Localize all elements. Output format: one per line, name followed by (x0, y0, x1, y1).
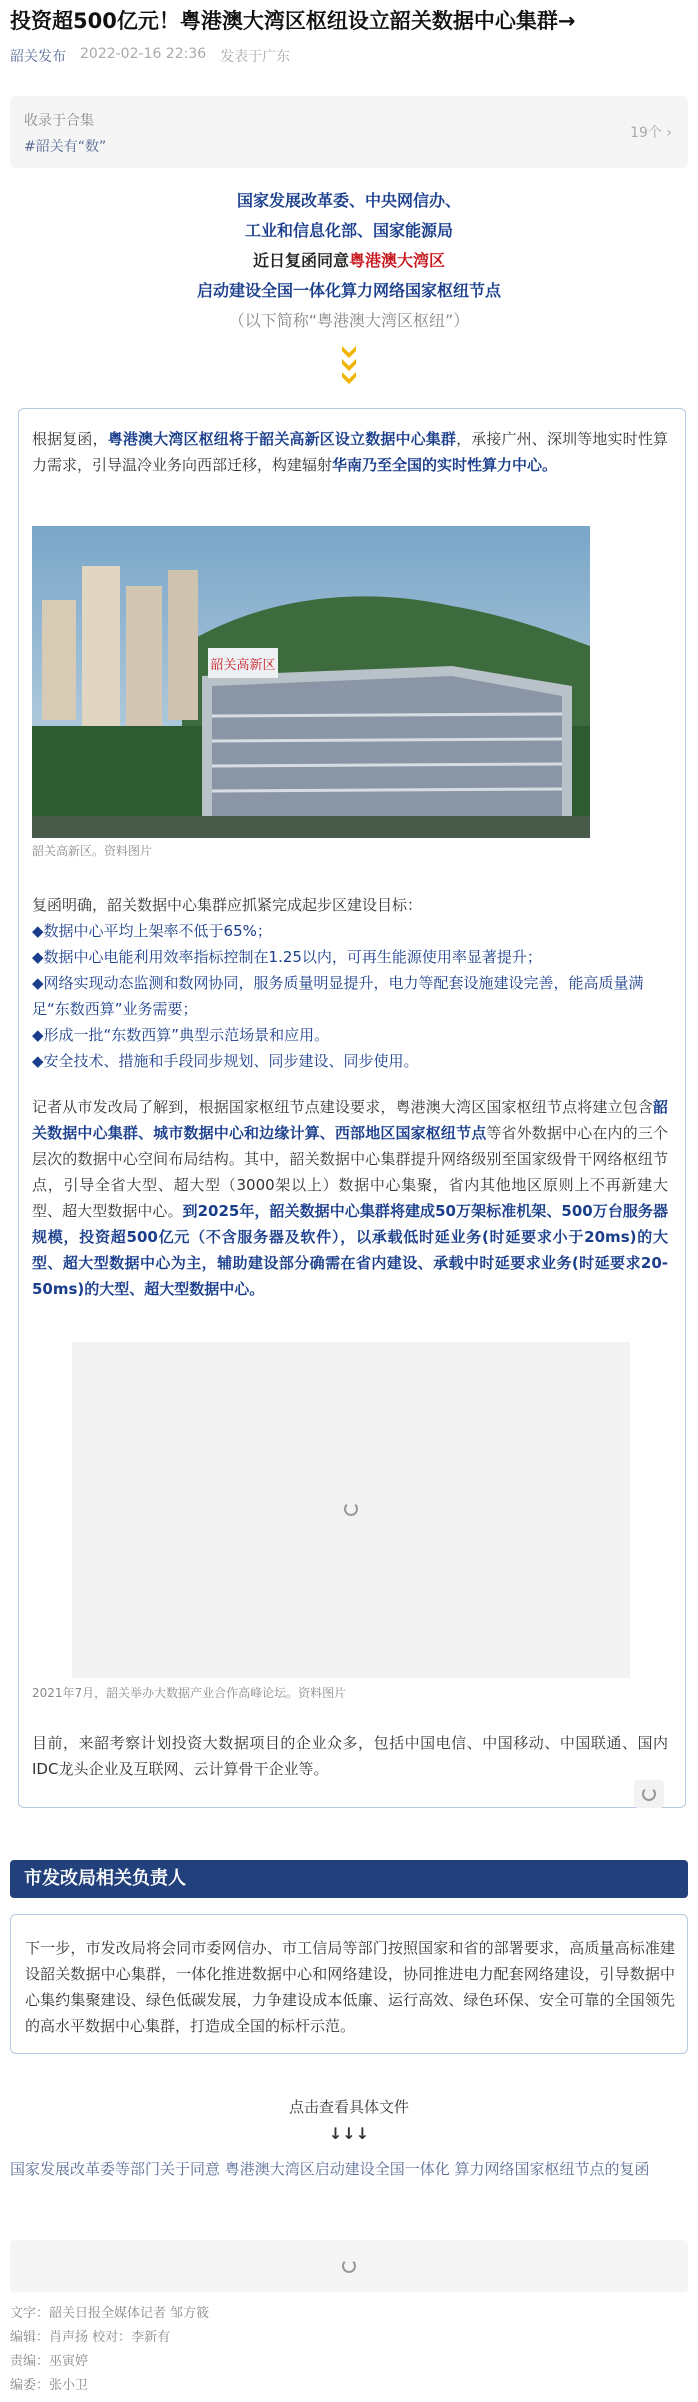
credit-committee: 编委：张小卫 (10, 2378, 89, 2393)
section-body-text: 下一步，市发改局将会同市委网信办、市工信局等部门按照国家和省的部署要求，高质量高标准建设韶关数据中心集群，一体化推进数据中心和网络建设，协同推进电力配套网络建设，引导数据中心集约集聚建设、绿色低碳发展，力争建设成本低廉、运行高效、绿色环保、安全可靠的全国领先的高水平数据中心集群，打造成全国的标杆示范。 (25, 1939, 675, 2035)
docs-heading: 点击查看具体文件 (288, 2098, 409, 2116)
collection-count[interactable]: 19个 › (630, 125, 672, 141)
intro-line-2: 工业和信息化部、国家能源局 (244, 221, 453, 240)
intro-block (0, 186, 698, 336)
goals-intro: 复函明确，韶关数据中心集群应抓紧完成起步区建设目标： (32, 896, 423, 914)
video-player[interactable] (72, 1342, 630, 1678)
goal-item: ◆数据中心平均上架率不低于65%； (32, 922, 272, 940)
loading-spinner-icon (344, 1502, 358, 1516)
paragraph-enterprises: 目前，来韶考察计划投资大数据项目的企业众多，包括中国电信、中国移动、中国联通、国内IDC龙头企业及互联网、云计算骨干企业等。 (32, 1734, 668, 1778)
chevron-right-icon: › (666, 125, 672, 141)
article-title: 投资超500亿元！粤港澳大湾区枢纽设立韶关数据中心集群→ (10, 9, 576, 33)
down-arrows-icon: ↓↓↓ (328, 2124, 370, 2143)
goal-item: ◆数据中心电能利用效率指标控制在1.25以内，可再生能源使用率显著提升； (32, 948, 542, 966)
intro-line-5: （以下简称“粤港澳大湾区枢纽”） (228, 311, 470, 330)
intro-line-4: 启动建设全国一体化算力网络国家枢纽节点 (196, 281, 501, 300)
collection-tag-link[interactable]: #韶关有“数” (24, 139, 107, 155)
goal-item: ◆形成一批“东数西算”典型示范场景和应用。 (32, 1026, 330, 1044)
video-caption: 2021年7月，韶关举办大数据产业合作高峰论坛。资料图片 (32, 1686, 347, 1700)
goal-item: ◆安全技术、措施和手段同步规划、同步建设、同步使用。 (32, 1052, 419, 1070)
credit-editor: 编辑：肖声扬 校对：李新有 (10, 2330, 171, 2345)
section-title-bar: 市发改局相关负责人 (10, 1860, 688, 1898)
intro-line-3: 近日复函同意粤港澳大湾区 (252, 251, 446, 270)
credit-writer: 文字：韶关日报全媒体记者 邹方筱 (10, 2306, 210, 2321)
article-meta (10, 46, 290, 66)
paragraph-layout: 记者从市发改局了解到，根据国家枢纽节点建设要求，粤港澳大湾区国家枢纽节点将建立包含韶关数据中心集群、城市数据中心和边缘计算、西部地区国家枢纽节点等省外数据中心在内的三个层次的数据中心空间布局结构。其中，韶关数据中心集群提升网络级别至国家级骨干网络枢纽节点，引导全省大型、超大型（3000架以上）数据中心集聚，省内其他地区原则上不再新建大型、超大型数据中心。到2025年，韶关数据中心集群将建成50万架标准机架、500万台服务器规模，投资超500亿元（不含服务器及软件），以承载低时延业务(时延要求小于20ms)的大型、超大型数据中心为主，辅助建设部分确需在省内建设、承载中时延要求业务(时延要求20-50ms)的大型、超大型数据中心。 (32, 1098, 668, 1298)
goals-list (32, 892, 668, 1074)
intro-line-1: 国家发展改革委、中央网信办、 (236, 191, 461, 210)
chevron-down-icon (339, 344, 359, 388)
publish-datetime: 2022-02-16 22:36 (80, 46, 207, 62)
goal-item: ◆网络实现动态监测和数网协同，服务质量明显提升，电力等配套设施建设完善，能高质量满足“东数西算”业务需要； (32, 974, 644, 1018)
paragraph-hub: 根据复函，粤港澳大湾区枢纽将于韶关高新区设立数据中心集群，承接广州、深圳等地实时性算力需求，引导温冷业务向西部迁移，构建辐射华南乃至全国的实时性算力中心。 (32, 430, 668, 474)
photo-sign-text: 韶关高新区 (210, 658, 276, 673)
loading-spinner-icon (642, 1787, 656, 1801)
section-content-box (10, 1914, 688, 2054)
collection-card[interactable] (10, 96, 688, 168)
loading-spinner-icon (342, 2259, 356, 2273)
publish-location: 发表于广东 (220, 49, 291, 65)
hitech-zone-photo[interactable] (32, 526, 590, 838)
loading-corner-widget (634, 1780, 664, 1808)
embedded-content-loader (10, 2240, 688, 2292)
collection-label: 收录于合集 (24, 113, 94, 129)
account-name-link[interactable]: 韶关发布 (10, 49, 66, 65)
article-credits (10, 2302, 209, 2398)
document-link[interactable]: 国家发展改革委等部门关于同意 粤港澳大湾区启动建设全国一体化 算力网络国家枢纽节点的复函 (10, 2160, 650, 2178)
photo-caption: 韶关高新区。资料图片 (32, 844, 153, 858)
credit-responsible-editor: 责编：巫寅婷 (10, 2354, 89, 2369)
